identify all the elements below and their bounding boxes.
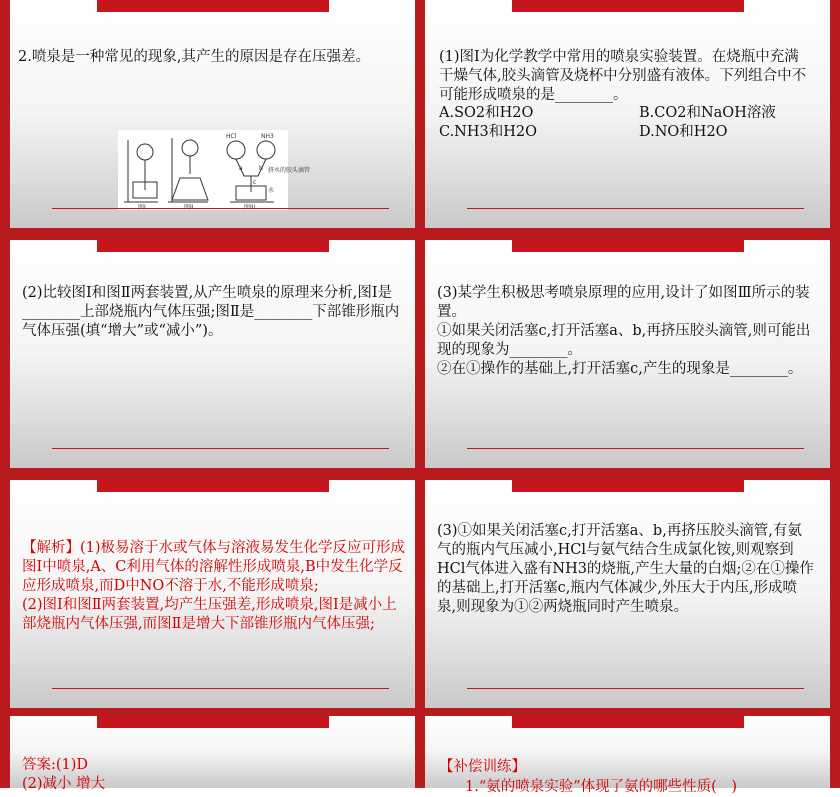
option-c: C.NH3和H2O — [439, 124, 538, 140]
slide-top-bar — [512, 240, 744, 252]
apparatus-diagram — [118, 130, 311, 210]
analysis-label: 【解析】 — [22, 540, 80, 556]
dropper-annotation: 挤水的胶头滴管 — [268, 167, 311, 174]
slide-top-bar — [512, 480, 744, 492]
slide-top-bar — [97, 240, 329, 252]
analysis-text: (1)极易溶于水或气体与溶液易发生化学反应可形成图Ⅰ中喷泉,A、C利用气体的溶解性形成喷泉,B中发生化学反应形成喷泉,而D中NO不溶于水,不能形成喷泉; (2)图Ⅰ和图Ⅱ两套装置,均产生压强差,形成喷泉,图Ⅰ是减小上部烧瓶内气体压强,而图Ⅱ是增大下部锥形瓶内气体压强; — [22, 540, 406, 632]
slide-2 — [425, 0, 830, 228]
option-a: A.SO2和H2O — [439, 105, 534, 121]
slide-bottom-line — [52, 208, 389, 209]
answer-line-2: (2)减小 增大 — [22, 776, 106, 792]
slide-bottom-line — [52, 448, 389, 449]
valve-a-label: a — [239, 165, 243, 172]
slide-bottom-line — [467, 448, 804, 449]
slide-3 — [10, 240, 415, 468]
gas-label-hcl: HCl — [226, 133, 237, 140]
supplementary-question-1: 1.“氨的喷泉实验”体现了氨的哪些性质( ) — [465, 779, 737, 795]
valve-b-label: b — [259, 165, 263, 172]
slide-bottom-line — [467, 208, 804, 209]
slide-top-bar — [512, 716, 744, 728]
slide-bottom-line — [467, 688, 804, 689]
solution-part-3-text: (3)①如果关闭活塞c,打开活塞a、b,再挤压胶头滴管,有氨气的瓶内气压减小,HCl与氨气结合生成氯化铵,则观察到HCl气体进入盛有NH3的烧瓶,产生大量的白烟;②在①操作的基础上,打开活塞c,瓶内气体减少,外压大于内压,形成喷泉,则现象为①②两烧瓶同时产生喷泉。 — [437, 523, 814, 615]
figure-label-2 — [184, 203, 194, 211]
slide-1 — [10, 0, 415, 228]
slide-bottom-line — [52, 688, 389, 689]
analysis-block — [22, 520, 406, 634]
option-d: D.NO和H2O — [639, 124, 728, 140]
question-2-text: 2.喷泉是一种常见的现象,其产生的原因是存在压强差。 — [18, 49, 370, 65]
figure-label-1 — [138, 203, 146, 211]
question-3-text: (3)某学生积极思考喷泉原理的应用,设计了如图Ⅲ所示的装置。 ①如果关闭活塞c,打开活塞a、b,再挤压胶头滴管,则可能出现的现象为________。 ②在①操作的基础上,打开活塞c,产生的现象是________。 — [437, 285, 811, 377]
supplementary-label: 【补偿训练】 — [439, 759, 526, 775]
question-2-part-text: (2)比较图Ⅰ和图Ⅱ两套装置,从产生喷泉的原理来分析,图Ⅰ是________上部烧瓶内气体压强;图Ⅱ是________下部锥形瓶内气体压强(填“增大”或“减小”)。 — [22, 285, 400, 339]
answer-line-1: 答案:(1)D — [22, 757, 89, 773]
figure-label-3 — [244, 203, 256, 211]
slide-4 — [425, 240, 830, 468]
slide-top-bar — [512, 0, 744, 12]
slide-top-bar — [97, 0, 329, 12]
slide-8 — [425, 716, 830, 795]
slide-5 — [10, 480, 415, 708]
slide-top-bar — [97, 716, 329, 728]
option-b: B.CO2和NaOH溶液 — [639, 105, 776, 121]
valve-c-label: c — [253, 179, 257, 186]
slide-top-bar — [97, 480, 329, 492]
fountain-apparatus-figure — [118, 130, 311, 210]
question-1-text: (1)图Ⅰ为化学教学中常用的喷泉实验装置。在烧瓶中充满干燥气体,胶头滴管及烧杯中分别盛有液体。下列组合中不可能形成喷泉的是________。 — [439, 49, 807, 103]
gas-label-nh3: NH3 — [261, 133, 274, 140]
slide-6 — [425, 480, 830, 708]
answer-options — [439, 104, 829, 142]
water-annotation: 水 — [268, 187, 275, 194]
slide-7 — [10, 716, 415, 792]
